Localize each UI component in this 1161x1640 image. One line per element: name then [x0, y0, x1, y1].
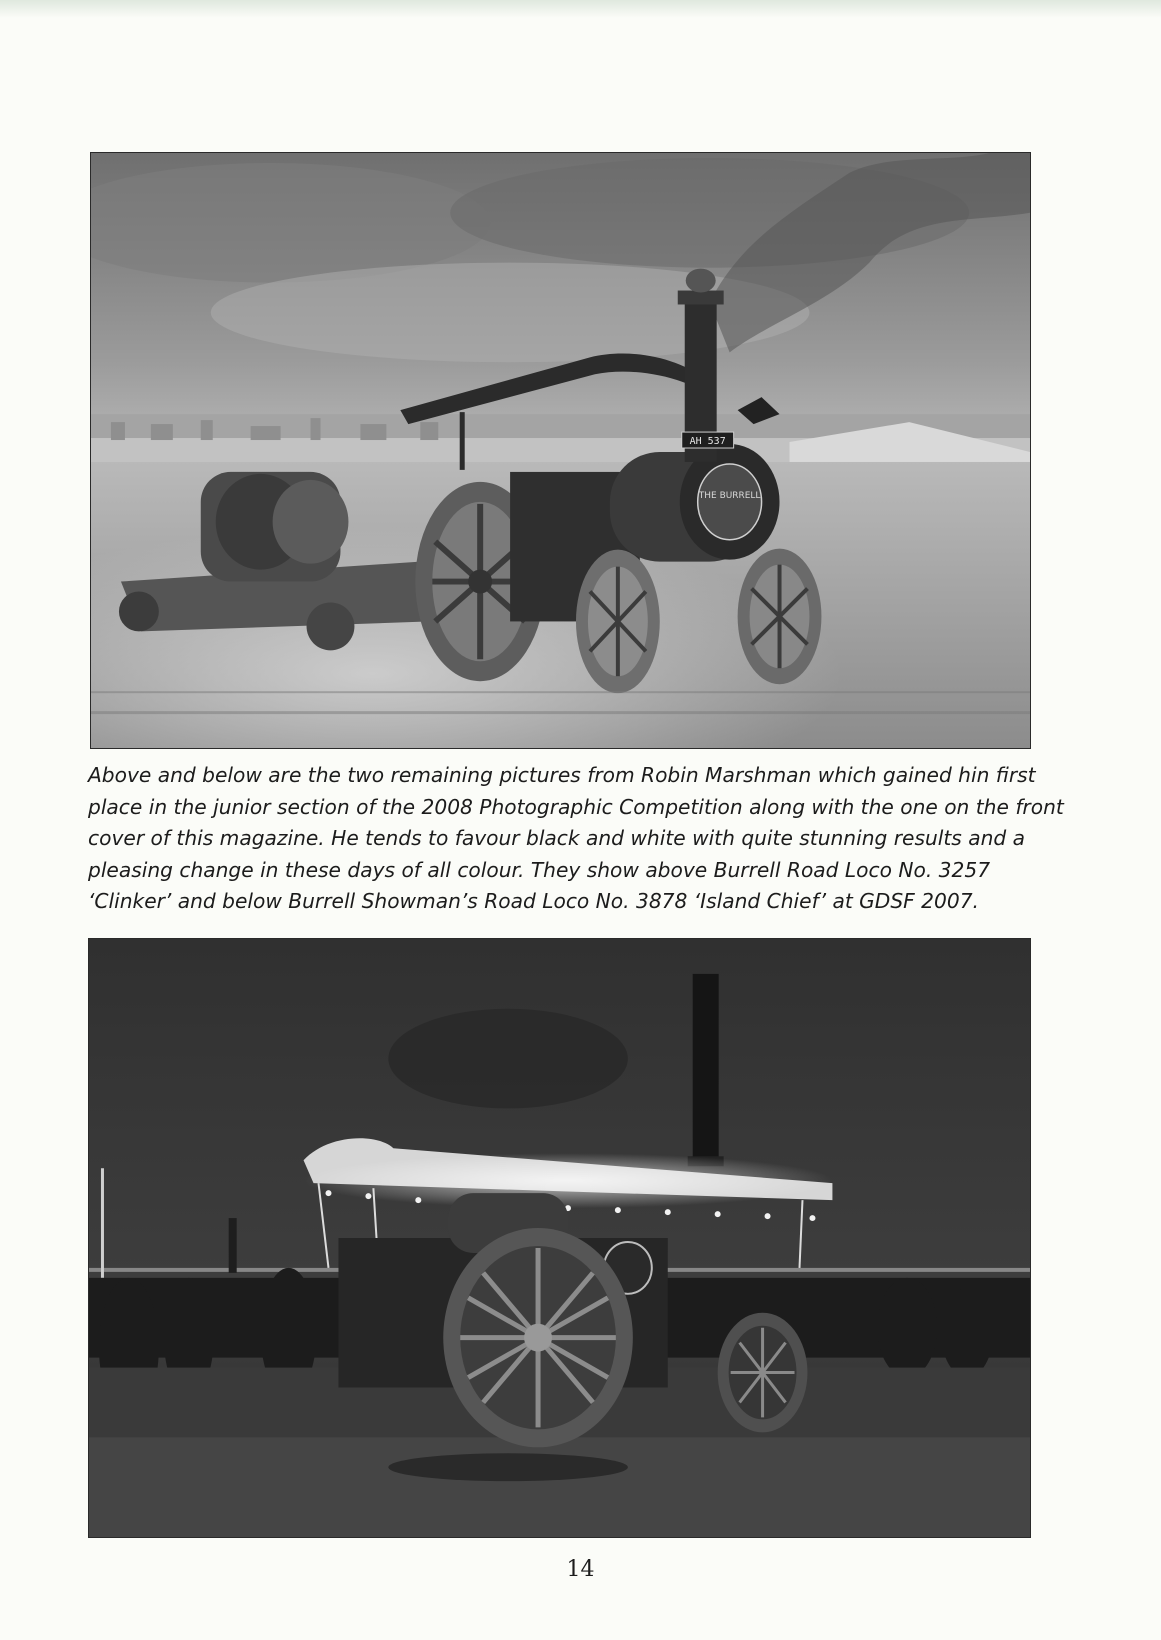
caption-line-2: place in the junior section of the 2008 Photographic Competition along with the one on the front — [88, 794, 1064, 819]
photo-clinker-image — [91, 153, 1030, 748]
page-number: 14 — [566, 1557, 595, 1582]
photo-caption — [88, 760, 1064, 918]
caption-line-5: ‘Clinker’ and below Burrell Showman’s Road Loco No. 3878 ‘Island Chief’ at GDSF 2007. — [88, 889, 979, 913]
photo-island-chief-image — [89, 939, 1030, 1537]
number-plate: AH 537 — [689, 436, 726, 448]
caption-line-1: Above and below are the two remaining pictures from Robin Marshman which gained hin first — [88, 763, 1036, 787]
photo-showmans-loco-island-chief — [88, 938, 1031, 1538]
photo-road-loco-clinker — [90, 152, 1031, 749]
page-top-edge — [0, 0, 1161, 18]
caption-line-4: pleasing change in these days of all colour. They show above Burrell Road Loco No. 3257 — [88, 857, 991, 882]
smokebox-plate: THE BURRELL — [698, 490, 761, 501]
caption-line-3: cover of this magazine. He tends to favour black and white with quite stunning results and a — [88, 826, 1025, 850]
